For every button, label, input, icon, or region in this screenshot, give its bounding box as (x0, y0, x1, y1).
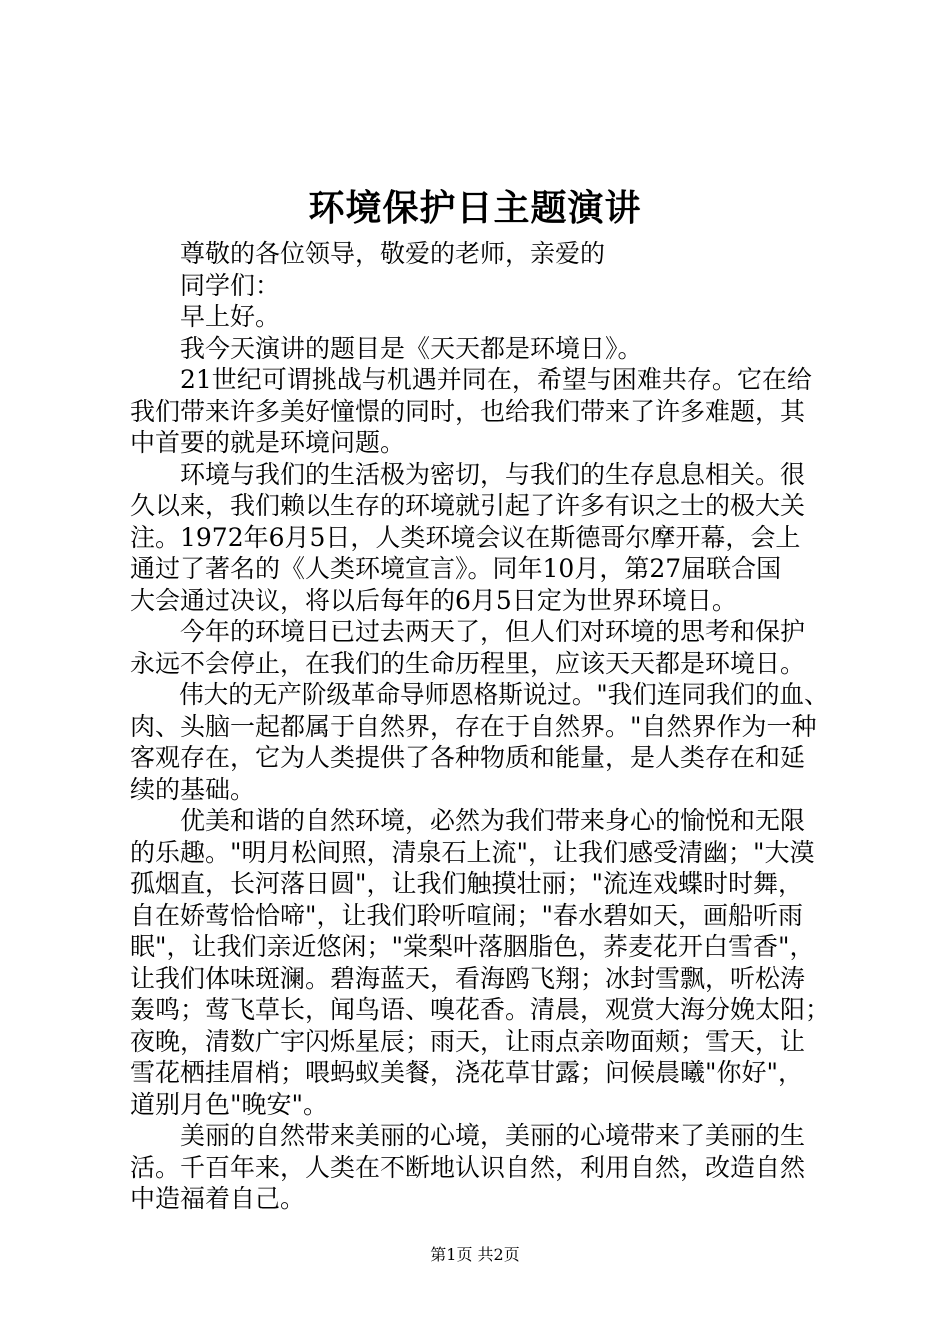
text-line: 美丽的自然带来美丽的心境，美丽的心境带来了美丽的生 (180, 1121, 806, 1150)
text-line: 雪花栖挂眉梢；喂蚂蚁美餐，浇花草甘露；问候晨曦"你好"， (130, 1058, 804, 1087)
text-line: 大会通过决议，将以后每年的6月5日定为世界环境日。 (130, 585, 737, 615)
text-line: 21世纪可谓挑战与机遇并同在，希望与困难共存。它在给 (180, 365, 812, 394)
page-footer: 第1页 共2页 (430, 1245, 520, 1264)
text-line: 同学们： (180, 270, 281, 300)
text-line: 尊敬的各位领导，敬爱的老师，亲爱的 (180, 239, 606, 268)
text-line: 自在娇莺恰恰啼"，让我们聆听喧闹；"春水碧如天，画船听雨 (130, 900, 804, 930)
document-title: 环境保护日主题演讲 (308, 187, 642, 229)
text-line: 今年的环境日已过去两天了，但人们对环境的思考和保护 (180, 617, 806, 646)
text-line: 通过了著名的《人类环境宣言》。同年10月，第27届联合国 (130, 554, 782, 583)
text-line: 我今天演讲的题目是《天天都是环境日》。 (180, 333, 643, 363)
text-line: 永远不会停止，在我们的生命历程里，应该天天都是环境日。 (130, 648, 806, 678)
text-line: 中造福着自己。 (130, 1184, 306, 1213)
text-line: 活。千百年来，人类在不断地认识自然，利用自然，改造自然 (130, 1152, 806, 1182)
text-line: 肉、头脑一起都属于自然界，存在于自然界。"自然界作为一种 (130, 711, 817, 741)
text-line: 伟大的无产阶级革命导师恩格斯说过。"我们连同我们的血、 (179, 680, 829, 709)
text-line: 续的基础。 (130, 774, 256, 804)
text-line: 注。1972年6月5日，人类环境会议在斯德哥尔摩开幕，会上 (130, 522, 801, 552)
text-line: 轰鸣；莺飞草长，闻鸟语、嗅花香。清晨，观赏大海分娩太阳； (130, 995, 831, 1024)
text-line: 的乐趣。"明月松间照，清泉石上流"，让我们感受清幽；"大漠 (130, 837, 815, 867)
text-line: 夜晚，清数广宇闪烁星辰；雨天，让雨点亲吻面颊；雪天，让 (130, 1026, 806, 1056)
text-line: 道别月色"晚安"。 (130, 1089, 328, 1119)
text-line: 优美和谐的自然环境，必然为我们带来身心的愉悦和无限 (180, 806, 806, 835)
text-line: 眠"，让我们亲近悠闲；"棠梨叶落胭脂色，荞麦花开白雪香"， (130, 932, 815, 961)
text-line: 久以来，我们赖以生存的环境就引起了许多有识之士的极大关 (130, 491, 806, 520)
text-line: 孤烟直，长河落日圆"，让我们触摸壮丽；"流连戏蝶时时舞， (130, 869, 804, 898)
text-line: 客观存在，它为人类提供了各种物质和能量，是人类存在和延 (130, 743, 806, 772)
text-line: 让我们体味斑澜。碧海蓝天，看海鸥飞翔；冰封雪飘，听松涛 (130, 963, 806, 993)
text-line: 环境与我们的生活极为密切，与我们的生存息息相关。很 (180, 459, 806, 489)
document-body (130, 238, 830, 1215)
text-line: 早上好。 (180, 302, 281, 331)
text-line: 我们带来许多美好憧憬的同时，也给我们带来了许多难题，其 (130, 396, 806, 426)
text-line: 中首要的就是环境问题。 (130, 428, 406, 457)
